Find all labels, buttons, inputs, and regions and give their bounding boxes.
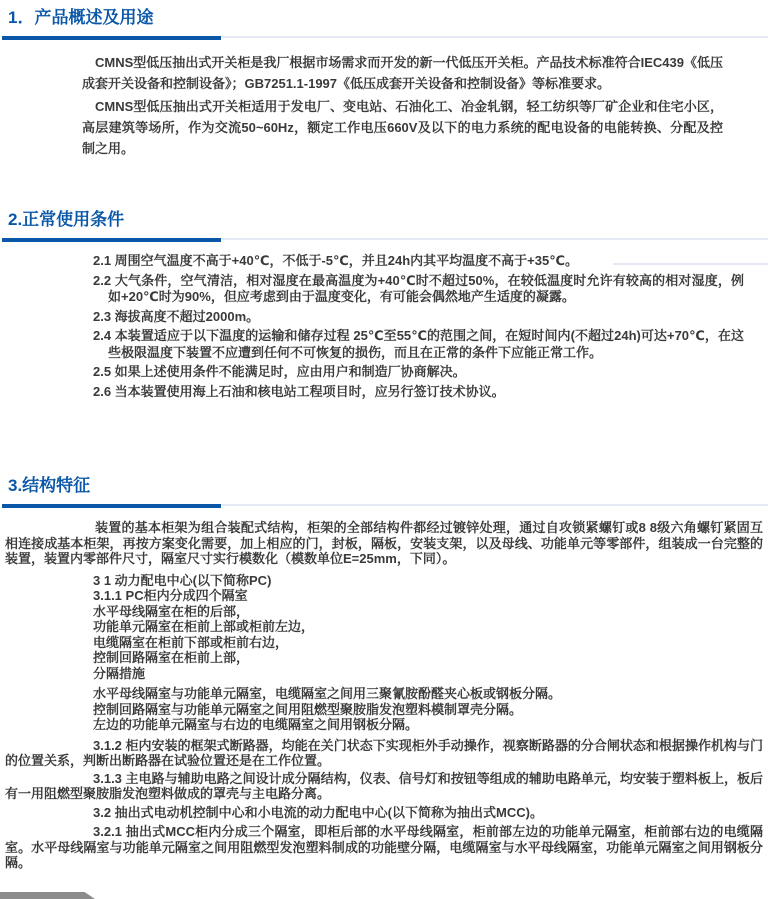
section-2-body xyxy=(0,253,768,400)
partition-line: 左边的功能单元隔室与右边的电缆隔室之间用钢板分隔。 xyxy=(93,717,419,732)
paragraph-3-2-1: 3.2.1 抽出式MCC柜内分成三个隔室，即柜后部的水平母线隔室，柜前部左边的功能单元隔室，柜前部右边的电缆隔室。水平母线隔室与功能单元隔室之间用阻燃型发泡塑料制成的功能壁分隔，电缆隔室与水平母线隔室，功能单元隔室之间用钢板分隔。 xyxy=(5,824,763,870)
partition-line: 水平母线隔室与功能单元隔室，电缆隔室之间用三聚氰胺酚醛夹心板或钢板分隔。 xyxy=(93,686,562,701)
partition-list xyxy=(5,686,763,733)
line-3-2: 3.2 抽出式电动机控制中心和小电流的动力配电中心(以下简称为抽出式MCC)。 xyxy=(93,804,543,820)
pc-structure-line: 分隔措施 xyxy=(93,665,146,681)
structure-intro-paragraph: 装置的基本柜架为组合装配式结构，柜架的全部结构件都经过镀锌处理，通过自攻锁紧螺钉或8 8级六角螺钉紧固互相连接成基本柜架，再按方案变化需要，加上相应的门，封板，隔板，安装支架，以及母线、功能单元等零部件，组装成一台完整的装置，装置内零部件尺寸，隔室尺寸实行模数化（模数单位E=25mm，下同）。 xyxy=(5,520,763,566)
pc-structure-line: 功能单元隔室在柜前上部或柜前左边， xyxy=(93,619,315,634)
section-2-title: 2.正常使用条件 xyxy=(8,210,125,229)
underline-blue-bar xyxy=(2,504,221,508)
section-1-underline xyxy=(0,36,768,40)
overview-paragraph: CMNS型低压抽出式开关柜是我厂根据市场需求而开发的新一代低压开关柜。产品技术标准符合IEC439《低压成套开关设备和控制设备》；GB7251.1-1997《低压成套开关设备和控制设备》等标准要求。 xyxy=(82,55,723,91)
condition-item: 2.4 本装置适应于以下温度的运输和储存过程 25℃至55℃的范围之间，在短时间内(不超过24h)可达+70℃，在这些极限温度下装置不应遭到任何不可恢复的损伤，而且在正常的条件下应能正常工作。 xyxy=(93,328,744,360)
pc-structure-line: 控制回路隔室在柜前上部， xyxy=(93,650,250,665)
section-2-underline xyxy=(0,238,768,242)
pc-structure-line: 3 1 动力配电中心(以下简称PC) xyxy=(93,572,272,588)
pc-structure-line: 水平母线隔室在柜的后部， xyxy=(93,603,250,619)
paragraph-3-1-3: 3.1.3 主电路与辅助电路之间设计成分隔结构，仪表、信号灯和按钮等组成的辅助电路单元，均安装于塑料板上，板后有一用阻燃型聚胺脂发泡塑料做成的罩壳与主电路分离。 xyxy=(5,770,763,801)
underline-blue-bar xyxy=(2,36,221,40)
section-product-overview xyxy=(0,8,768,161)
pc-structure-line: 电缆隔室在柜前下部或柜前右边， xyxy=(93,634,289,650)
condition-item: 2.3 海拔高度不超过2000m。 xyxy=(93,308,260,324)
application-paragraph: CMNS型低压抽出式开关柜适用于发电厂、变电站、石油化工、冶金轧钢，轻工纺织等厂矿企业和住宅小区，高层建筑等场所，作为交流50~60Hz，额定工作电压660V及以下的电力系统的配电设备的电能转换、分配及控制之用。 xyxy=(82,99,723,156)
underline-light-bar xyxy=(221,238,768,240)
partition-line: 控制回路隔室与功能单元隔室之间用阻燃型聚胺脂发泡塑料模制罩壳分隔。 xyxy=(93,701,523,717)
section-1-title: 1．产品概述及用途 xyxy=(8,8,154,27)
underline-light-bar xyxy=(221,504,768,506)
paragraph-3-1-2: 3.1.2 柜内安装的框架式断路器，均能在关门状态下实现柜外手动操作，视察断路器的分合闸状态和根据操作机构与门的位置关系，判断出断路器在试验位置还是在工作位置。 xyxy=(5,737,763,768)
section-3-underline xyxy=(0,504,768,508)
section-service-conditions xyxy=(0,210,768,403)
section-1-body xyxy=(0,52,768,159)
underline-light-bar xyxy=(221,36,768,38)
pc-structure-line: 3.1.1 PC柜内分成四个隔室 xyxy=(93,588,248,603)
condition-item: 2.6 当本装置使用海上石油和核电站工程项目时，应另行签订技术协议。 xyxy=(93,383,505,399)
section-3-body xyxy=(0,520,768,871)
section-structural-features xyxy=(0,476,768,871)
pc-structure-list xyxy=(5,573,763,682)
underline-blue-bar xyxy=(2,238,221,242)
footer-decoration-bar xyxy=(0,892,95,899)
condition-item: 2.5 如果上述使用条件不能满足时，应由用户和制造厂协商解决。 xyxy=(93,364,466,379)
condition-item: 2.1 周围空气温度不高于+40℃，不低于-5℃，并且24h内其平均温度不高于+35℃。 xyxy=(93,253,578,268)
section-3-title: 3.结构特征 xyxy=(8,476,91,495)
condition-item: 2.2 大气条件，空气清洁，相对湿度在最高温度为+40℃时不超过50%，在较低温度时允许有较高的相对湿度，例如+20℃时为90%，但应考虑到由于温度变化，有可能会偶然地产生适度的凝露。 xyxy=(93,272,744,304)
